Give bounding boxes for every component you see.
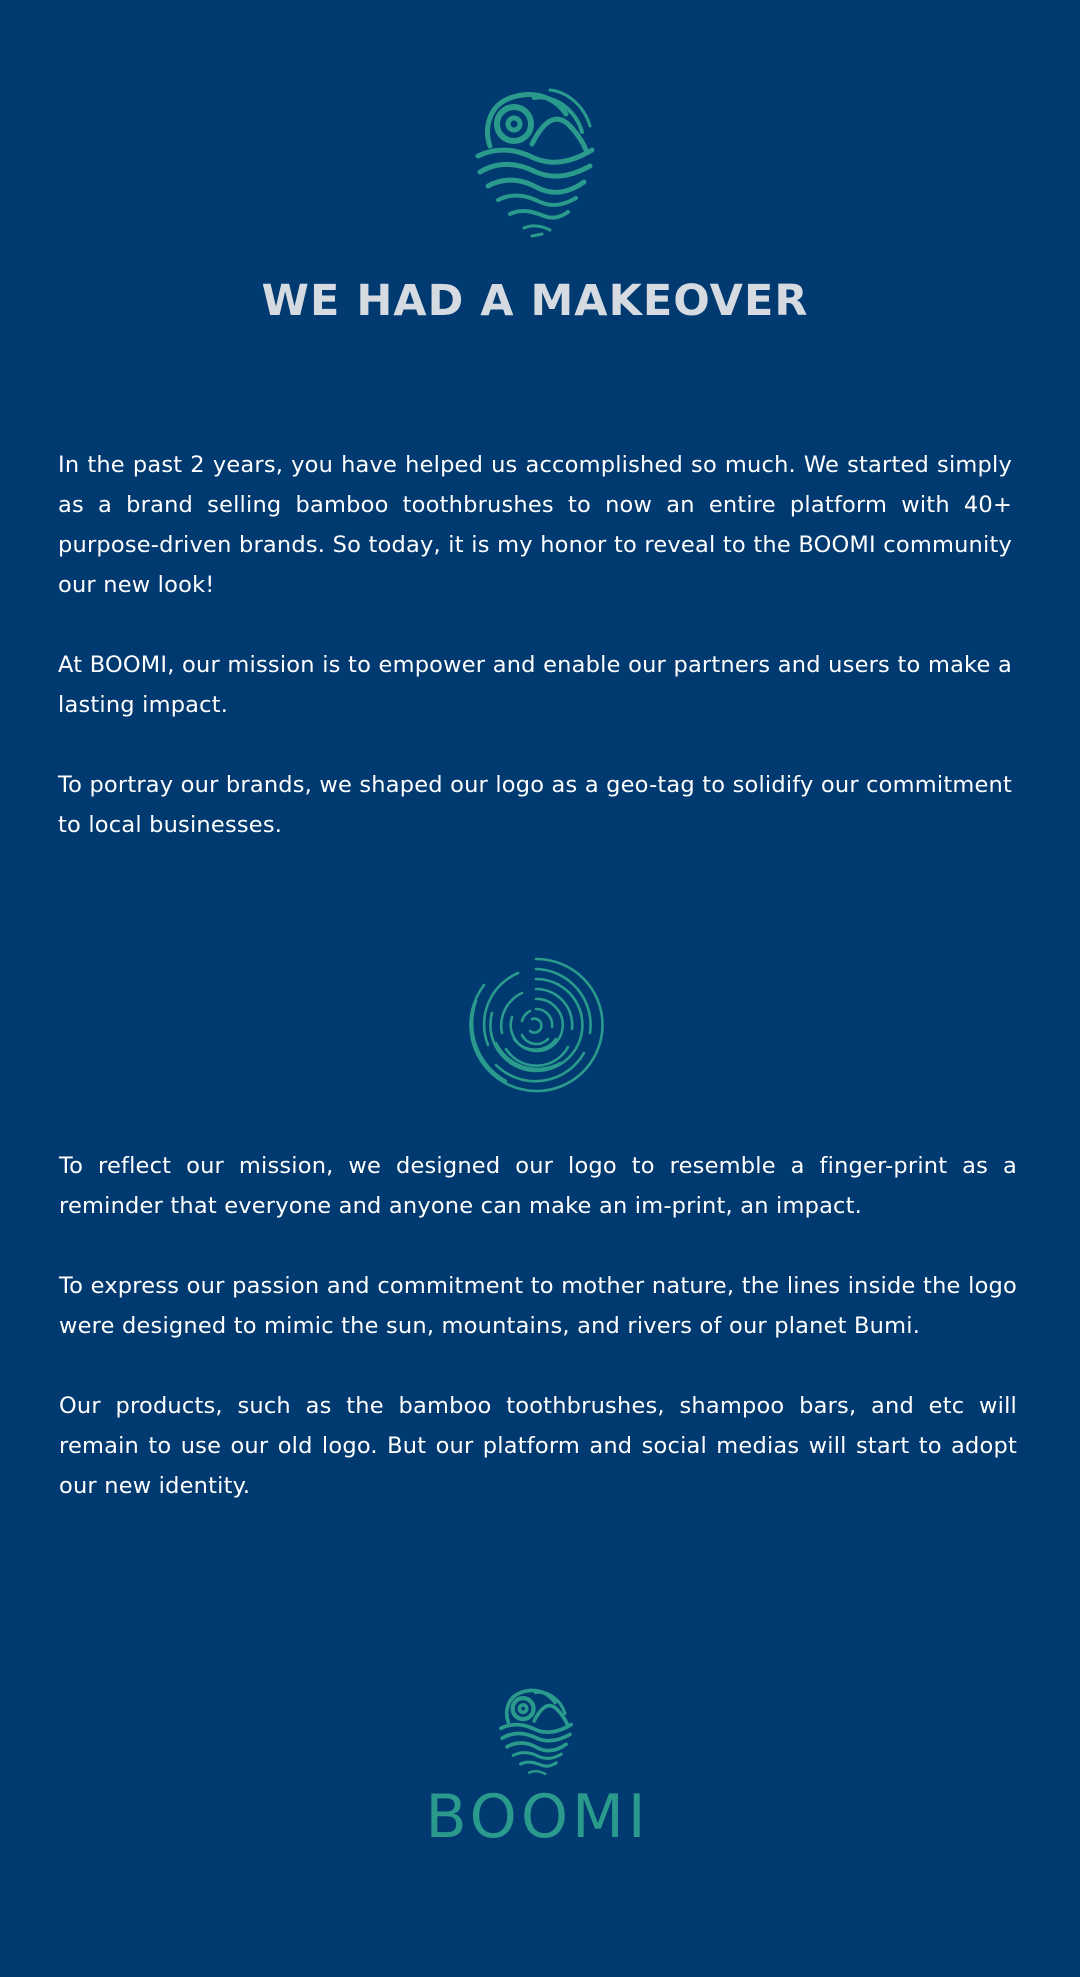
geo-tag-logo-icon <box>496 1684 576 1780</box>
mission-paragraph: Our products, such as the bamboo toothbrushes, shampoo bars, and etc will remain to use our old logo. But our platform and social medias will start to adopt our new identity. <box>59 1393 1017 1499</box>
intro-paragraph: In the past 2 years, you have helped us accomplished so much. We started simply as a brand selling bamboo toothbrushes to now an entire platform with 40+ purpose-driven brands. So today, it is my honor to reveal to the BOOMI community our new look! <box>58 452 1012 598</box>
mission-section <box>59 1146 1017 1546</box>
page-title: WE HAD A MAKEOVER <box>261 276 809 326</box>
mission-paragraph: To express our passion and commitment to mother nature, the lines inside the logo were designed to mimic the sun, mountains, and rivers of our planet Bumi. <box>59 1273 1017 1339</box>
intro-paragraph: At BOOMI, our mission is to empower and enable our partners and users to make a lasting impact. <box>58 652 1012 718</box>
fingerprint-icon <box>466 955 606 1095</box>
mission-paragraph: To reflect our mission, we designed our logo to resemble a finger-print as a reminder that everyone and anyone can make an im-print, an impact. <box>59 1153 1017 1219</box>
brand-wordmark: BOOMI <box>425 1782 650 1852</box>
intro-section <box>58 445 1012 885</box>
geo-tag-logo-icon <box>470 84 600 240</box>
intro-paragraph: To portray our brands, we shaped our logo as a geo-tag to solidify our commitment to local businesses. <box>58 772 1013 838</box>
